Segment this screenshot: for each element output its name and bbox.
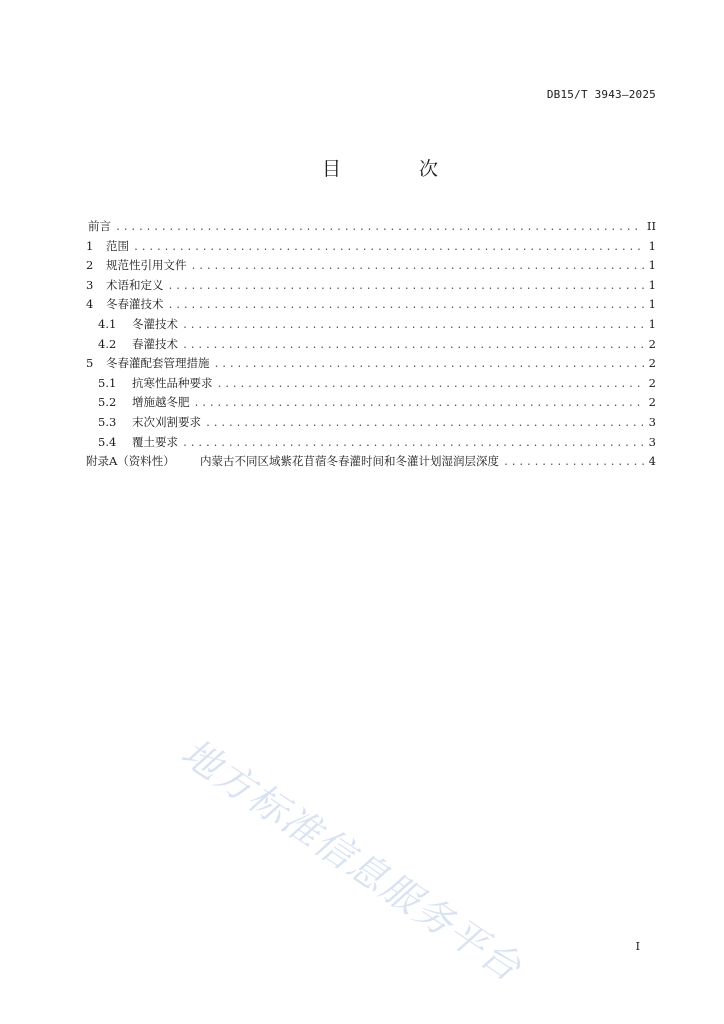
toc-entry[interactable] <box>86 296 656 316</box>
toc-dot-leader <box>133 242 645 253</box>
toc-entry-number: 4.2 <box>98 336 117 351</box>
toc-entry-label: 春灌技术 <box>132 336 178 351</box>
toc-entry-label: 冬春灌配套管理措施 <box>106 356 210 371</box>
toc-dot-leader <box>205 418 645 429</box>
toc-entry[interactable] <box>86 453 656 473</box>
toc-dot-leader <box>191 261 645 272</box>
toc-entry-label: 增施越冬肥 <box>132 395 190 410</box>
toc-entry-number: 5 <box>86 356 94 371</box>
toc-dot-leader <box>168 300 645 311</box>
toc-entry[interactable] <box>86 257 656 277</box>
toc-entry-page: 2 <box>648 375 656 390</box>
toc-entry[interactable] <box>86 238 656 258</box>
toc-dot-leader <box>115 222 643 233</box>
toc-entry-number: 2 <box>86 258 94 273</box>
toc-entry-number: 5.2 <box>98 395 117 410</box>
toc-entry[interactable] <box>86 394 656 414</box>
toc-entry[interactable] <box>86 316 656 336</box>
toc-dot-leader <box>182 320 645 331</box>
toc-entry-label: 前言 <box>88 219 111 233</box>
toc-entry-page: 1 <box>648 238 656 253</box>
toc-entry-number: 4.1 <box>98 316 117 331</box>
toc-entry-label: 规范性引用文件 <box>106 258 187 273</box>
toc-dot-leader <box>194 398 645 409</box>
toc-entry-number: 5.3 <box>98 414 117 429</box>
toc-entry-label: 覆土要求 <box>132 434 178 449</box>
toc-entry-label: 末次刈割要求 <box>132 414 201 429</box>
toc-entry[interactable] <box>86 218 656 238</box>
toc-entry-page: 1 <box>648 297 656 312</box>
toc-entry-number: 4 <box>86 297 94 312</box>
toc-entry-label: 内蒙古不同区域紫花苜蓿冬春灌时间和冬灌计划湿润层深度 <box>200 454 499 469</box>
toc-entry-page: II <box>646 219 656 233</box>
toc-entry-number: 5.4 <box>98 434 117 449</box>
toc-dot-leader <box>168 281 645 292</box>
toc-dot-leader <box>182 438 645 449</box>
toc-entry-label: 抗寒性品种要求 <box>132 375 213 390</box>
toc-dot-leader <box>503 457 645 468</box>
toc-entry-page: 2 <box>648 395 656 410</box>
toc-entry-page: 1 <box>648 277 656 292</box>
watermark: 地方标准信息服务平台 <box>173 730 530 991</box>
toc-entry-number: 附录A（资料性） <box>86 454 175 469</box>
toc-dot-leader <box>217 379 645 390</box>
toc-entry[interactable] <box>86 355 656 375</box>
toc-entry[interactable] <box>86 434 656 454</box>
footer-page-number: I <box>635 940 640 953</box>
toc-entry-number: 3 <box>86 277 94 292</box>
toc-entry-number: 5.1 <box>98 375 117 390</box>
toc-dot-leader <box>182 340 645 351</box>
toc-dot-leader <box>214 359 645 370</box>
toc-entry-page: 2 <box>648 336 656 351</box>
toc-entry-page: 3 <box>648 414 656 429</box>
toc-entry[interactable] <box>86 375 656 395</box>
toc-entry-page: 1 <box>648 258 656 273</box>
toc-entry[interactable] <box>86 336 656 356</box>
toc-entry-number: 1 <box>86 238 94 253</box>
document-code: DB15/T 3943—2025 <box>546 88 656 101</box>
page-title: 目 次 <box>321 158 475 180</box>
toc-entry-label: 术语和定义 <box>106 277 164 292</box>
table-of-contents <box>86 218 656 473</box>
toc-entry-page: 4 <box>648 454 656 469</box>
toc-entry-label: 冬春灌技术 <box>106 297 164 312</box>
toc-entry-page: 2 <box>648 356 656 371</box>
toc-entry[interactable] <box>86 277 656 297</box>
toc-entry-page: 3 <box>648 434 656 449</box>
toc-entry-label: 冬灌技术 <box>132 316 178 331</box>
toc-entry-page: 1 <box>648 316 656 331</box>
toc-entry[interactable] <box>86 414 656 434</box>
toc-entry-label: 范围 <box>106 238 129 253</box>
